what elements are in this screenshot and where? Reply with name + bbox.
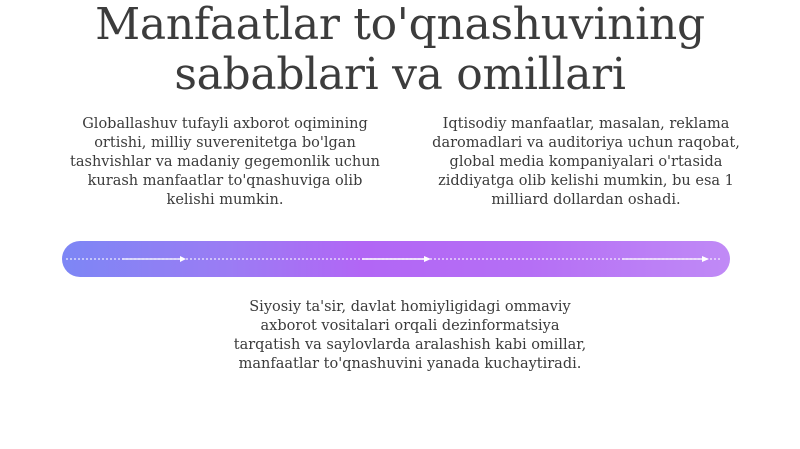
cause-political-text: Siyosiy ta'sir, davlat homiyligidagi ommaviy axborot vositalari orqali dezinformatsiya tarqatish va saylovlarda aralashish kabi omillar, manfaatlar to'qnashuvini yanada kuchaytiradi. bbox=[233, 299, 587, 372]
cause-globalization-text: Globallashuv tufayli axborot oqimining ortishi, milliy suverenitetga bo'lgan tashvishlar va madaniy gegemonlik uchun kurash manfaatlar to'qnashuviga olib kelishi mumkin. bbox=[70, 116, 380, 208]
timeline-arrows bbox=[62, 241, 730, 277]
arrow-right-icon bbox=[362, 256, 431, 262]
cause-economic-text: Iqtisodiy manfaatlar, masalan, reklama daromadlari va auditoriya uchun raqobat, global media kompaniyalari o'rtasida ziddiyatga olib kelishi mumkin, bu esa 1 milliard dollardan oshadi. bbox=[432, 116, 740, 208]
timeline-bar bbox=[62, 241, 730, 277]
arrow-right-icon bbox=[122, 256, 186, 262]
arrow-right-icon bbox=[622, 256, 709, 262]
page-title: Manfaatlar to'qnashuvining sabablari va omillari bbox=[95, 0, 705, 100]
